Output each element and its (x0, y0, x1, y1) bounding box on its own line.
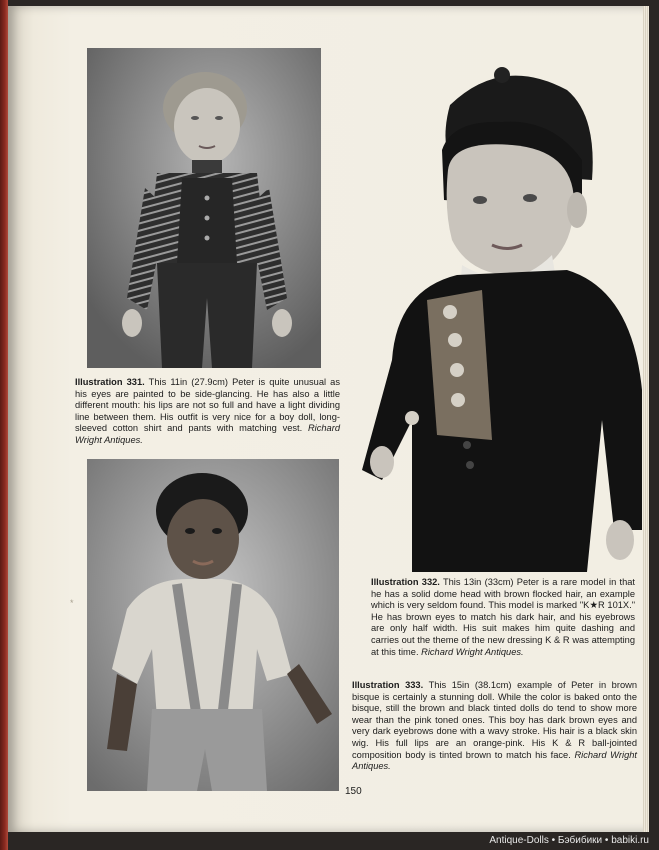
page-number: 150 (345, 786, 362, 797)
caption-label: Illustration 331. (75, 377, 145, 387)
caption-label: Illustration 332. (371, 577, 440, 587)
book-binding (0, 0, 8, 850)
caption-credit: Richard Wright Antiques. (421, 646, 524, 657)
photo-illustration-333 (87, 459, 339, 791)
caption-body: This 15in (38.1cm) example of Peter in brown bisque is certainly a stunning doll. While the color is baked onto the bisque, still the brown and black tinted dolls do tend to show more wear than the pink toned ones. This boy has dark brown eyes and very dark eyebrows done with a wavy stroke. His hair is a black skin wig. His full lips are an orange-pink. His K & R ball-jointed composition body is tinted brown to match his face. (352, 680, 637, 760)
photo-illustration-331 (87, 48, 321, 368)
caption-body: This 13in (33cm) Peter is a rare model in that he has a solid dome head with brown flocked hair, an example which is very seldom found. This model is marked "K★R 101X." He has brown eyes to match his dark hair, and his eyebrows are only half width. His suit makes him quite dashing and carries out the theme of the new dressing K & R was attempting at this time. (371, 577, 635, 657)
photo-illustration-332 (352, 60, 648, 572)
caption-label: Illustration 333. (352, 680, 424, 690)
caption-illustration-333 (352, 680, 637, 773)
caption-credit: Richard Wright Antiques. (352, 749, 637, 772)
caption-illustration-331 (75, 377, 340, 447)
watermark: Antique-Dolls • Бэбибики • babiki.ru (489, 835, 649, 846)
caption-illustration-332 (371, 577, 635, 658)
margin-mark: * (70, 598, 74, 608)
caption-credit: Richard Wright Antiques. (75, 423, 340, 445)
caption-body: This 11in (27.9cm) Peter is quite unusual as his eyes are painted to be side-glancing. He has also a little different mouth: his lips are not so full and have a light dividing line between them. His outfit is very nice for a boy doll, long-sleeved cotton shirt and pants with matching vest. (75, 377, 340, 434)
